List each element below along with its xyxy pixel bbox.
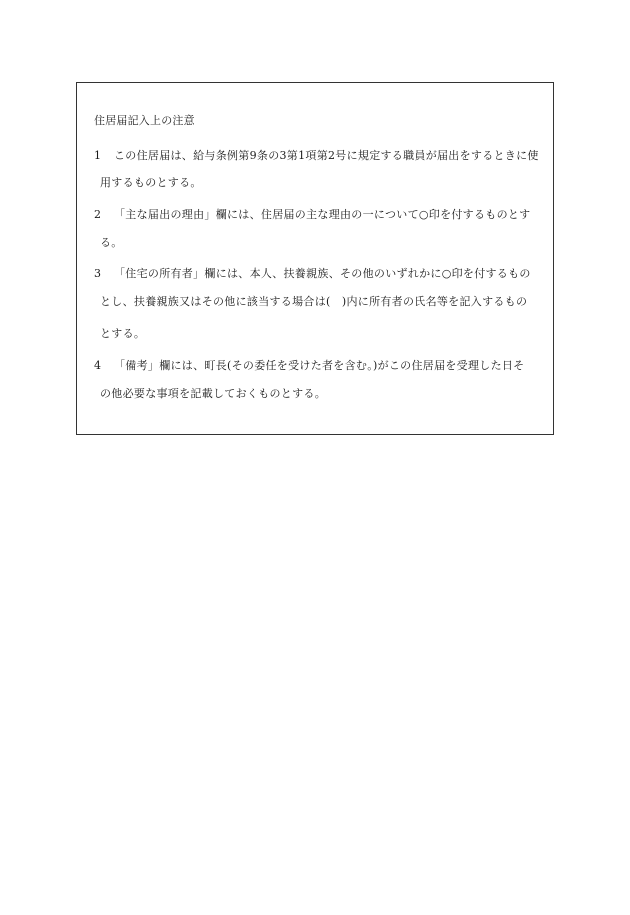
item-1-number: 1 <box>94 149 101 162</box>
item-3-line-2: とし、扶養親族又はその他に該当する場合は( )内に所有者の氏名等を記入するもの <box>100 295 528 308</box>
item-4-line-2: の他必要な事項を記載しておくものとする。 <box>100 387 326 400</box>
item-3-number: 3 <box>94 267 101 280</box>
item-3-line-1: 「住宅の所有者」欄には、本人、扶養親族、その他のいずれかに○印を付するもの <box>114 267 531 280</box>
item-2-line-2: る。 <box>100 236 123 249</box>
notes-title: 住居届記入上の注意 <box>94 114 195 127</box>
item-4-number: 4 <box>94 359 101 372</box>
item-3-line-3: とする。 <box>100 327 146 340</box>
item-4-line-1: 「備考」欄には、町長(その委任を受けた者を含む。)がこの住居届を受理した日そ <box>114 359 525 372</box>
item-1-line-2: 用するものとする。 <box>100 176 202 189</box>
notes-box <box>76 82 554 435</box>
item-2-line-1: 「主な届出の理由」欄には、住居届の主な理由の一について○印を付するものとす <box>114 208 531 221</box>
item-2-number: 2 <box>94 208 101 221</box>
item-1-line-1: この住居届は、給与条例第9条の3第1項第2号に規定する職員が届出をするときに使 <box>114 149 539 162</box>
